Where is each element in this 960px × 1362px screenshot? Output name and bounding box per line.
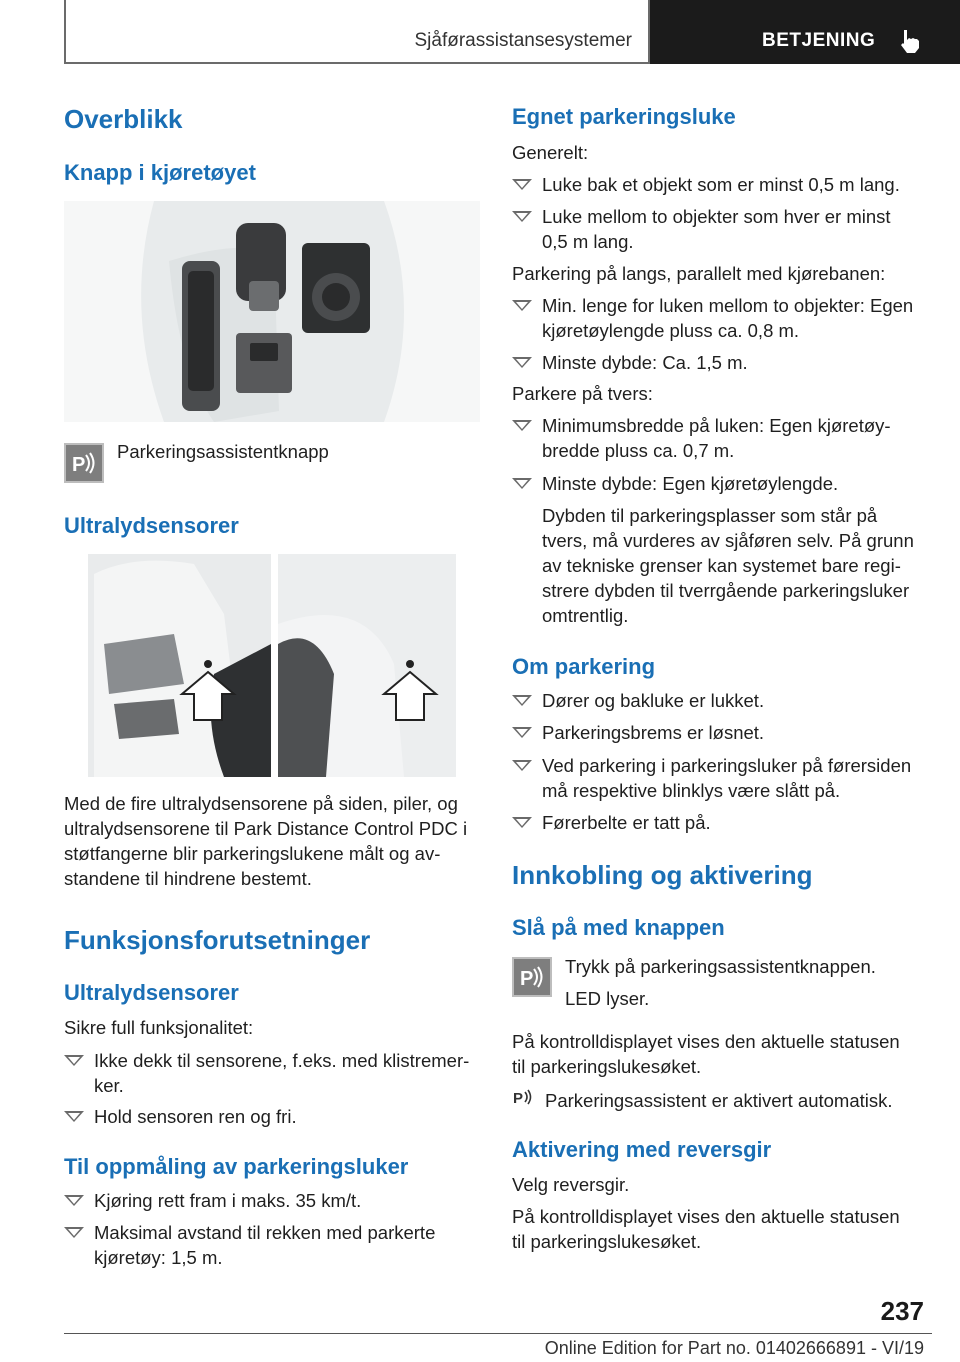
- list-item: Parkeringsbrems er løsnet.: [512, 720, 932, 745]
- header-section-title: Sjåførassistansesystemer: [414, 30, 632, 51]
- parking-assistant-icon: [512, 957, 552, 997]
- bullet-triangle-icon: [64, 1055, 84, 1066]
- sikre-text: Sikre full funksjonalitet:: [64, 1017, 254, 1038]
- header-section-box: [64, 0, 650, 64]
- generelt-text: Generelt:: [512, 142, 589, 163]
- header-chapter-title: BETJENING: [762, 30, 876, 51]
- heading-ultralyd-2: Ultralydsensorer: [64, 980, 239, 1005]
- bullet-triangle-icon: [512, 300, 532, 311]
- list-item: Hold sensoren ren og fri.: [64, 1104, 484, 1129]
- kontroll-paragraph-2: På kontrolldisplayet vises den aktuelle statusen til parkeringslukesøket.: [512, 1206, 900, 1252]
- bullet-triangle-icon: [512, 727, 532, 738]
- list-item: Luke mellom to objekter som hver er minst 0,5 m lang.: [512, 204, 932, 254]
- list-item: Min. lenge for luken mellom to objekter: Egen kjøretøylengde pluss ca. 0,8 m.: [512, 293, 932, 343]
- list-item: Dører og bakluke er lukket.: [512, 688, 932, 713]
- heading-overblikk: Overblikk: [64, 104, 183, 134]
- bullet-triangle-icon: [512, 211, 532, 222]
- bullet-triangle-icon: [512, 179, 532, 190]
- velg-text: Velg reversgir.: [512, 1174, 630, 1195]
- langs-text: Parkering på langs, parallelt med kjørebanen:: [512, 263, 886, 284]
- page-number: 237: [880, 1296, 924, 1326]
- heading-funksjon: Funksjonsforutsetninger: [64, 925, 371, 955]
- list-item: Ved parkering i parkeringsluker på førersiden må respektive blinklys være slått på.: [512, 753, 932, 803]
- list-item: Maksimal avstand til rekken med parkerte kjøretøy: 1,5 m.: [64, 1220, 484, 1270]
- bullet-triangle-icon: [64, 1195, 84, 1206]
- aktivert-text: Parkeringsassistent er aktivert automatisk.: [545, 1090, 893, 1111]
- trykk-text: Trykk på parkeringsassistentknappen.: [565, 956, 876, 977]
- bullet-triangle-icon: [512, 420, 532, 431]
- bullet-triangle-icon: [64, 1111, 84, 1122]
- ultra-paragraph: Med de fire ultralydsensorene på siden, piler, og ultralydsensorene til Park Distance Control PDC i støtfangerne blir parkeringslukene målt og av- standene til hindrene bestemt.: [64, 793, 468, 889]
- heading-oppmaling: Til oppmåling av parkeringsluker: [64, 1154, 409, 1179]
- hand-pointer-icon: [896, 26, 926, 56]
- kontroll-paragraph-1: På kontrolldisplayet vises den aktuelle statusen til parkeringslukesøket.: [512, 1031, 900, 1077]
- heading-sla-pa: Slå på med knappen: [512, 915, 725, 940]
- footer-edition: Online Edition for Part no. 01402666891 - VI/19: [544, 1338, 924, 1358]
- list-item: Minimumsbredde på luken: Egen kjøretøy- bredde pluss ca. 0,7 m.: [512, 413, 932, 463]
- svg-text:P: P: [513, 1090, 524, 1107]
- heading-ultralyd-1: Ultralydsensorer: [64, 513, 239, 538]
- parking-assistant-small-icon: [512, 1086, 536, 1110]
- list-item: Minste dybde: Ca. 1,5 m.: [512, 350, 932, 375]
- footer-divider: [64, 1333, 932, 1334]
- svg-text:P: P: [72, 454, 86, 476]
- tvers-text: Parkere på tvers:: [512, 383, 653, 404]
- bullet-triangle-icon: [512, 478, 532, 489]
- list-item: Førerbelte er tatt på.: [512, 810, 932, 835]
- bullet-triangle-icon: [512, 357, 532, 368]
- list-item: Luke bak et objekt som er minst 0,5 m lang.: [512, 172, 932, 197]
- header-chapter-box: [650, 0, 960, 64]
- list-item: Kjøring rett fram i maks. 35 km/t.: [64, 1188, 484, 1213]
- bullet-triangle-icon: [512, 760, 532, 771]
- parking-assistant-icon: [64, 443, 104, 483]
- heading-egnet: Egnet parkeringsluke: [512, 104, 736, 129]
- bullet-triangle-icon: [64, 1227, 84, 1238]
- heading-knapp: Knapp i kjøretøyet: [64, 160, 256, 185]
- console-image: [64, 201, 480, 422]
- bullet-triangle-icon: [512, 817, 532, 828]
- button-caption: Parkeringsassistentknapp: [117, 441, 329, 462]
- tvers-note: Dybden til parkeringsplasser som står på tvers, må vurderes av sjåføren selv. På grunn av tekniske grenser kan systemet bare regi- strere dybden til tverrgående parkeringsluker omtrentlig.: [542, 505, 914, 626]
- heading-revers: Aktivering med reversgir: [512, 1137, 772, 1162]
- list-item: Ikke dekk til sensorene, f.eks. med klistremer- ker.: [64, 1048, 484, 1098]
- bullet-triangle-icon: [512, 695, 532, 706]
- sensor-image: [64, 554, 480, 777]
- led-text: LED lyser.: [565, 988, 650, 1009]
- svg-text:P: P: [520, 968, 534, 990]
- heading-om-parkering: Om parkering: [512, 654, 656, 679]
- list-item: Minste dybde: Egen kjøretøylengde.: [512, 471, 932, 496]
- heading-innkobling: Innkobling og aktivering: [512, 860, 813, 890]
